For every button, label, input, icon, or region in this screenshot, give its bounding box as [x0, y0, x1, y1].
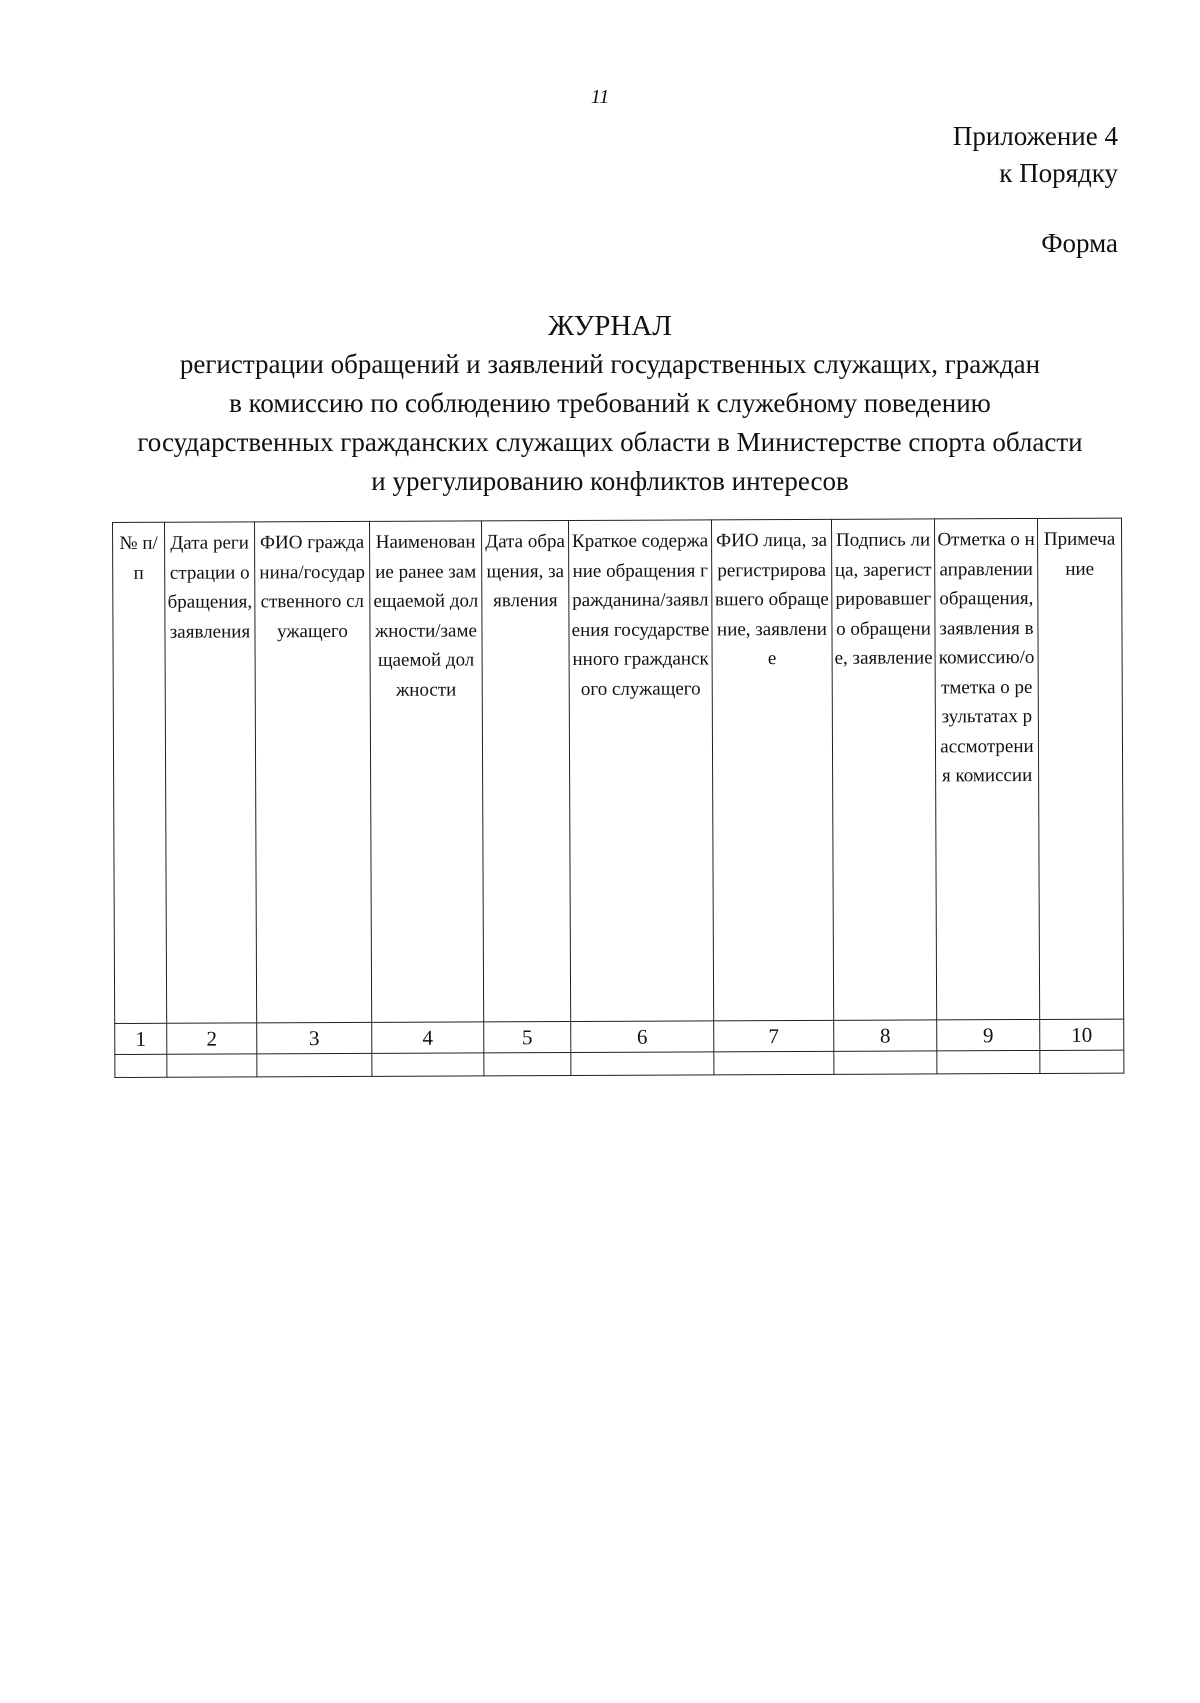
column-number-cell: 8 [834, 1020, 937, 1051]
header-cell-applicant-name: ФИО гражданина/государственного служащего [255, 521, 372, 1022]
header-cell-commission-mark: Отметка о направлении обращения, заявления в комиссию/отметка о результатах рассмотрения комиссии [934, 518, 1039, 1019]
column-number-row [115, 1019, 1124, 1054]
empty-cell [167, 1054, 257, 1077]
column-number-cell: 2 [167, 1023, 257, 1054]
form-label: Форма [1041, 228, 1118, 258]
table-row [115, 1050, 1124, 1077]
subtitle-line: регистрации обращений и заявлений государственных служащих, граждан [179, 349, 1041, 379]
column-number-cell: 4 [372, 1022, 484, 1053]
table-header-row [113, 518, 1124, 1023]
title-block [100, 307, 1120, 501]
column-number-cell: 9 [937, 1019, 1040, 1050]
column-number-cell: 10 [1040, 1019, 1124, 1050]
column-number-cell: 7 [714, 1020, 834, 1052]
empty-cell [257, 1053, 372, 1077]
document-subtitle [100, 345, 1120, 501]
empty-cell [372, 1053, 484, 1076]
page-number: 11 [590, 86, 610, 108]
column-number-cell: 1 [115, 1023, 167, 1054]
header-cell-position: Наименование ранее замещаемой должности/замещаемой должности [369, 521, 483, 1022]
column-number-cell: 6 [571, 1021, 714, 1053]
column-number-cell: 3 [257, 1022, 372, 1054]
empty-cell [1040, 1050, 1124, 1073]
subtitle-line: государственных гражданских служащих области в Министерстве спорта области [137, 427, 1083, 457]
header-cell-registrar-signature: Подпись лица, зарегистрировавшего обращение, заявление [831, 519, 936, 1020]
header-cell-summary: Краткое содержание обращения гражданина/заявления государственного гражданского служащего [568, 520, 713, 1022]
empty-cell [484, 1053, 571, 1076]
header-cell-registration-date: Дата регистрации обращения, заявления [165, 522, 257, 1023]
appendix-line-2: к Порядку [999, 158, 1118, 188]
empty-cell [571, 1052, 714, 1076]
appendix-line-1: Приложение 4 [952, 121, 1118, 151]
header-cell-note: Примечание [1037, 518, 1123, 1019]
empty-cell [115, 1054, 167, 1077]
header-cell-number: № п/п [113, 522, 167, 1023]
appendix-reference [953, 118, 1118, 192]
column-number-cell: 5 [484, 1022, 571, 1053]
header-cell-registrar-name: ФИО лица, зарегистрировавшего обращение, заявление [711, 519, 833, 1021]
empty-cell [937, 1050, 1040, 1073]
subtitle-line: и урегулированию конфликтов интересов [371, 466, 849, 496]
empty-cell [834, 1051, 937, 1074]
header-cell-application-date: Дата обращения, заявления [481, 521, 570, 1022]
journal-table [112, 518, 1124, 1078]
subtitle-line: в комиссию по соблюдению требований к служебному поведению [229, 388, 991, 418]
empty-cell [714, 1051, 834, 1075]
document-title: ЖУРНАЛ [548, 310, 672, 342]
